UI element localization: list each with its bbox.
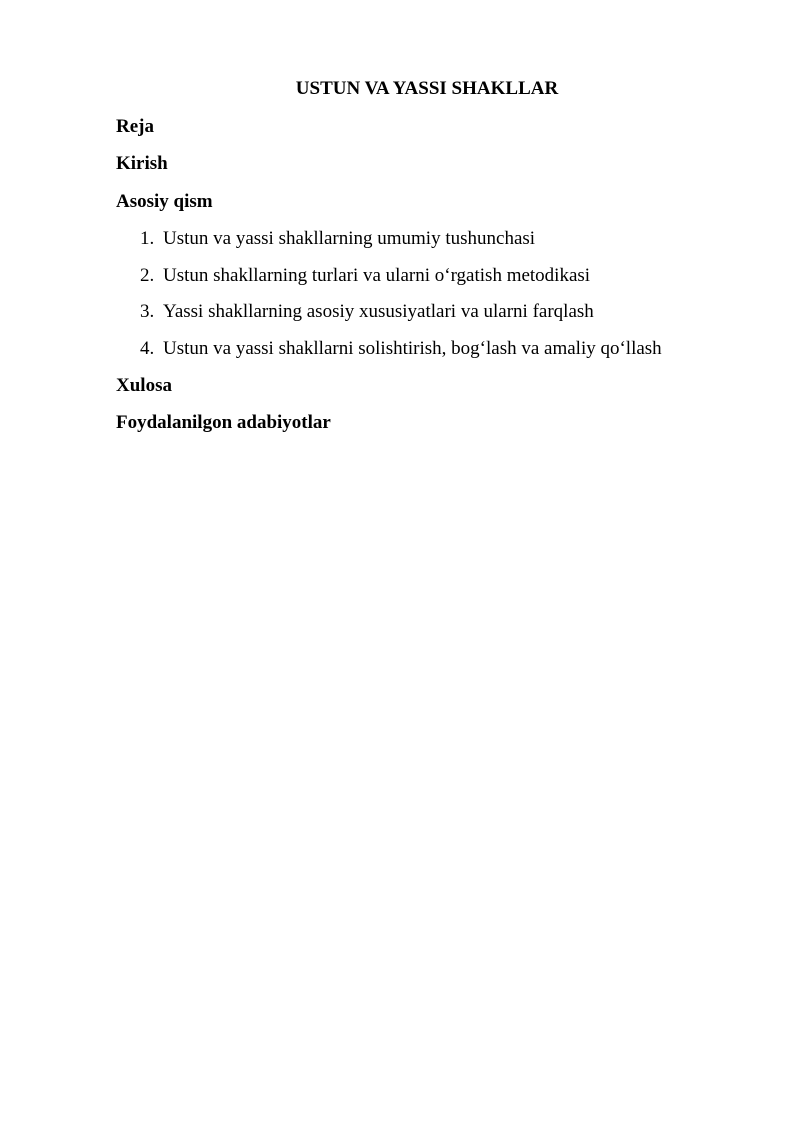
list-item-text: Ustun va yassi shakllarning umumiy tushunchasi bbox=[163, 228, 536, 249]
section-heading-asosiy-qism: Asosiy qism bbox=[116, 191, 213, 212]
list-item bbox=[140, 263, 590, 289]
list-item-text: Ustun va yassi shakllarni solishtirish, bog‘lash va amaliy qo‘llash bbox=[163, 338, 662, 359]
section-heading-xulosa: Xulosa bbox=[116, 375, 172, 396]
list-item-number: 2. bbox=[140, 265, 155, 286]
list-item-number: 4. bbox=[140, 338, 155, 359]
list-item-text: Yassi shakllarning asosiy xususiyatlari va ularni farqlash bbox=[163, 301, 594, 322]
list-item-number: 3. bbox=[140, 301, 155, 322]
document-title: USTUN VA YASSI SHAKLLAR bbox=[295, 78, 559, 99]
section-heading-adabiyotlar: Foydalanilgon adabiyotlar bbox=[116, 412, 331, 433]
list-item bbox=[140, 226, 535, 252]
section-heading-kirish: Kirish bbox=[116, 153, 168, 174]
section-heading-reja: Reja bbox=[116, 116, 154, 137]
list-item-number: 1. bbox=[140, 228, 155, 249]
list-item-text: Ustun shakllarning turlari va ularni o‘rgatish metodikasi bbox=[163, 265, 591, 286]
list-item bbox=[140, 299, 594, 325]
list-item bbox=[140, 336, 662, 362]
